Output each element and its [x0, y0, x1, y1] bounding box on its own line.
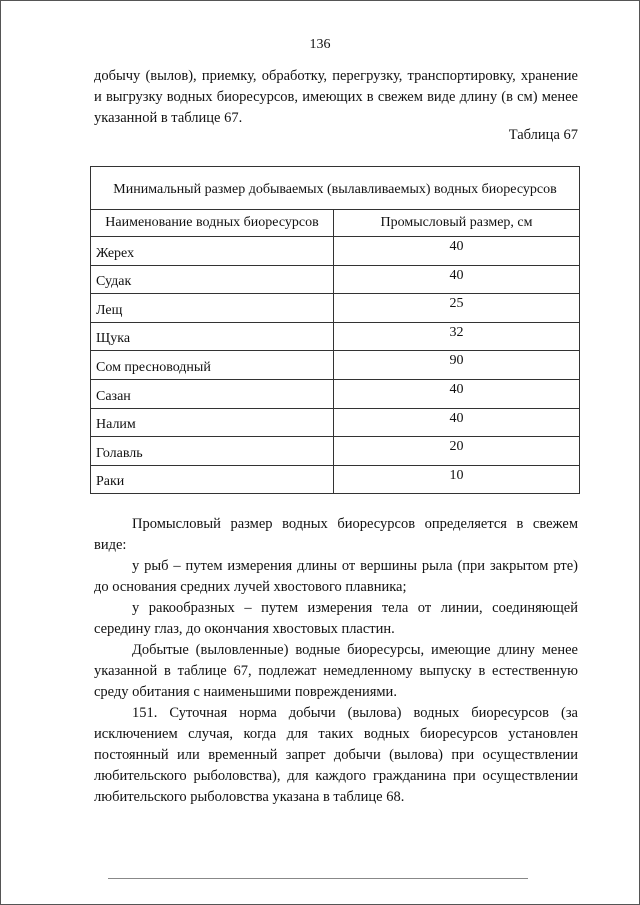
- species-name: Жерех: [91, 237, 334, 266]
- column-header-size: Промысловый размер, см: [334, 210, 580, 237]
- species-size: 25: [334, 294, 580, 323]
- bottom-scan-line: [108, 878, 528, 879]
- column-header-name: Наименование водных биоресурсов: [91, 210, 334, 237]
- table-row: [91, 437, 580, 466]
- species-name: Налим: [91, 408, 334, 437]
- species-name: Лещ: [91, 294, 334, 323]
- species-size: 20: [334, 437, 580, 466]
- species-name: Раки: [91, 465, 334, 494]
- species-name: Судак: [91, 265, 334, 294]
- table-row: [91, 465, 580, 494]
- species-size: 40: [334, 408, 580, 437]
- species-size: 40: [334, 379, 580, 408]
- body-paragraph: Добытые (выловленные) водные биоресурсы, имеющие длину менее указанной в таблице 67, подлежат немедленному выпуску в естественную среду обитания с наименьшими повреждениями.: [94, 642, 578, 700]
- table-row: [91, 237, 580, 266]
- body-paragraph: у ракообразных – путем измерения тела от линии, соединяющей середину глаз, до окончания хвостовых пластин.: [94, 600, 578, 637]
- species-name: Щука: [91, 322, 334, 351]
- species-size: 90: [334, 351, 580, 380]
- table-title: Минимальный размер добываемых (вылавливаемых) водных биоресурсов: [91, 167, 580, 210]
- species-size: 40: [334, 265, 580, 294]
- table-row: [91, 408, 580, 437]
- table-row: [91, 351, 580, 380]
- page-number: 136: [309, 37, 331, 52]
- species-name: Голавль: [91, 437, 334, 466]
- species-name: Сом пресноводный: [91, 351, 334, 380]
- body-paragraph: Промысловый размер водных биоресурсов определяется в свежем виде:: [94, 516, 578, 553]
- size-table: [90, 166, 580, 494]
- table-row: [91, 322, 580, 351]
- table-header-row: [91, 210, 580, 237]
- body-paragraph: 151. Суточная норма добычи (вылова) водных биоресурсов (за исключением случая, когда для таких водных биоресурсов установлен постоянный или временный запрет добычи (вылова) при осуществлении любительского рыболовства), для каждого гражданина при осуществлении любительского рыболовства указана в таблице 68.: [94, 705, 578, 805]
- species-size: 32: [334, 322, 580, 351]
- table-title-row: [91, 167, 580, 210]
- species-size: 40: [334, 237, 580, 266]
- table-row: [91, 379, 580, 408]
- table-caption: Таблица 67: [508, 127, 578, 143]
- table-row: [91, 294, 580, 323]
- species-size: 10: [334, 465, 580, 494]
- body-paragraph: у рыб – путем измерения длины от вершины рыла (при закрытом рте) до основания средних лучей хвостового плавника;: [94, 558, 578, 595]
- table-row: [91, 265, 580, 294]
- species-name: Сазан: [91, 379, 334, 408]
- intro-paragraph: добычу (вылов), приемку, обработку, перегрузку, транспортировку, хранение и выгрузку водных биоресурсов, имеющих в свежем виде длину (в см) менее указанной в таблице 67.: [94, 68, 578, 126]
